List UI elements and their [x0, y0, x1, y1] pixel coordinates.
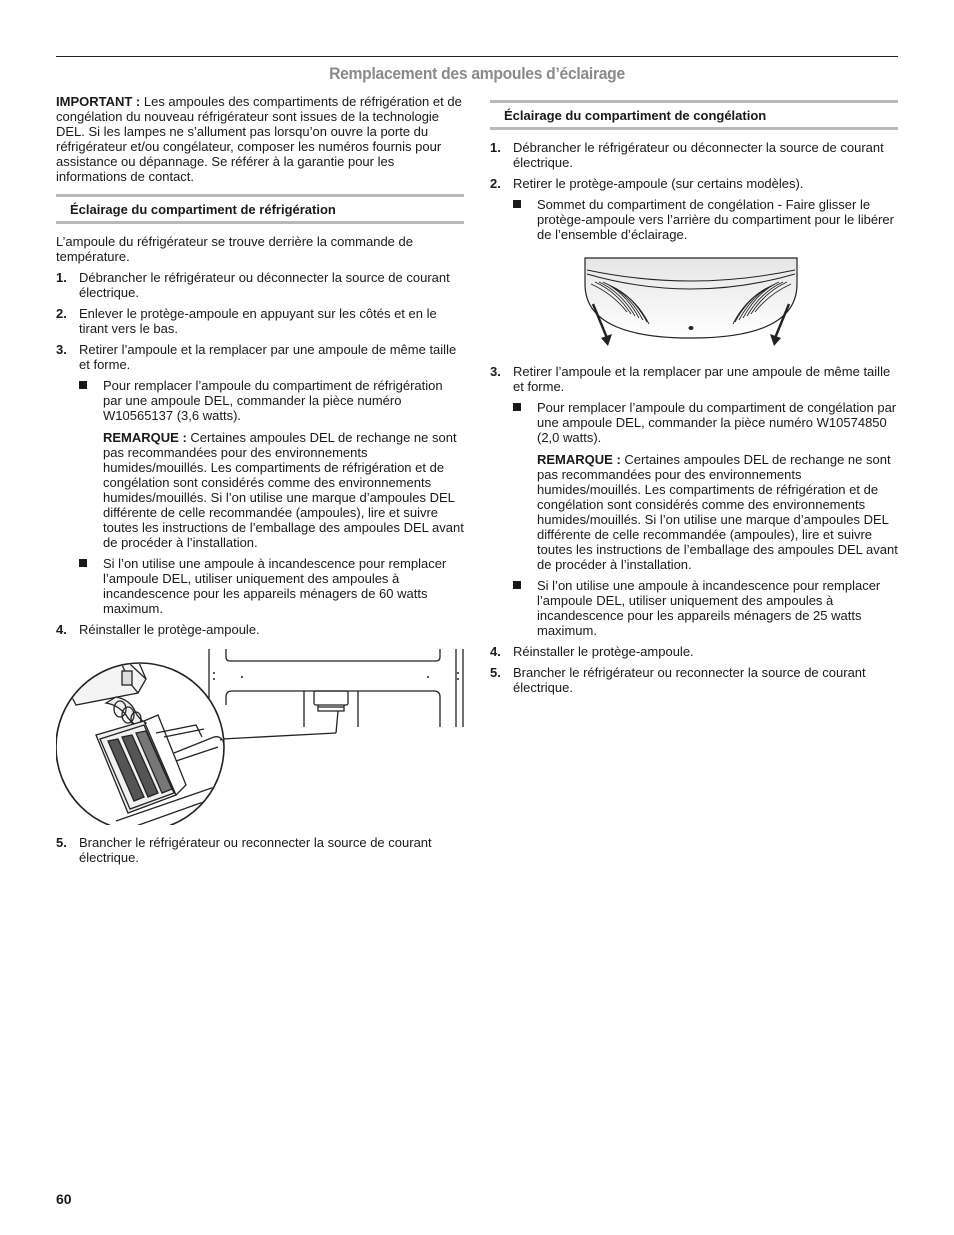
step-number: 3. [56, 342, 67, 357]
bullet-text: Pour remplacer l’ampoule du compartiment de congélation par une ampoule DEL, commander la pièce numéro W10574850 (2,0 watts). [537, 400, 897, 445]
right-column [490, 100, 898, 701]
bullet-text: Si l’on utilise une ampoule à incandescence pour remplacer l’ampoule DEL, utiliser uniquement des ampoules à incandescence pour les appareils ménagers de 60 watts maximum. [103, 556, 447, 616]
note-text: Certaines ampoules DEL de rechange ne sont pas recommandées pour des environnements humides/mouillés. Les compartiments de réfrigération et de congélation sont considérés comme des environnements humides/mouillés. Si l’on utilise une marque d’ampoules DEL différente de celle recommandée (ampoules), lire et suivre toutes les instructions de l’emballage des ampoules DEL avant de procéder à l’installation. [537, 452, 898, 572]
step-text: Réinstaller le protège-ampoule. [79, 622, 260, 637]
important-label: IMPORTANT : [56, 94, 141, 109]
step-item [56, 622, 464, 825]
bullet-item [513, 197, 898, 354]
section-heading-freezer: Éclairage du compartiment de congélation [490, 100, 898, 130]
bullet-text: Sommet du compartiment de congélation - Faire glisser le protège-ampoule vers l’arrière du compartiment pour le libérer de l’ensemble d’éclairage. [537, 197, 894, 242]
section-heading-refrigeration: Éclairage du compartiment de réfrigération [56, 194, 464, 224]
square-bullet-icon [513, 200, 521, 208]
step-item [56, 835, 464, 865]
note-text: Certaines ampoules DEL de rechange ne sont pas recommandées pour des environnements humides/mouillés. Les compartiments de réfrigération et de congélation sont considérés comme des environnements humides/mouillés. Si l’on utilise une marque d’ampoules DEL différente de celle recommandée (ampoules), lire et suivre toutes les instructions de l’emballage des ampoules DEL avant de procéder à l’installation. [103, 430, 464, 550]
bullet-list [513, 400, 898, 638]
page-number: 60 [56, 1191, 72, 1207]
bullet-text: Si l’on utilise une ampoule à incandescence pour remplacer l’ampoule DEL, utiliser uniquement des ampoules à incandescence pour les appareils ménagers de 25 watts maximum. [537, 578, 881, 638]
step-item [56, 342, 464, 616]
square-bullet-icon [79, 381, 87, 389]
refrigeration-intro: L’ampoule du réfrigérateur se trouve derrière la commande de température. [56, 234, 413, 264]
step-item [490, 140, 898, 170]
bullet-list [79, 378, 464, 616]
step-text: Retirer le protège-ampoule (sur certains modèles). [513, 176, 804, 191]
step-item [490, 364, 898, 638]
step-text: Retirer l’ampoule et la remplacer par une ampoule de même taille et forme. [513, 364, 891, 394]
bullet-item [513, 578, 898, 638]
step-number: 5. [490, 665, 501, 680]
step-number: 4. [490, 644, 501, 659]
step-item [56, 270, 464, 300]
step-text: Débrancher le réfrigérateur ou déconnecter la source de courant électrique. [79, 270, 450, 300]
page-title: Remplacement des ampoules d’éclairage [329, 64, 625, 83]
bullet-item [513, 400, 898, 572]
step-text: Enlever le protège-ampoule en appuyant sur les côtés et en le tirant vers le bas. [79, 306, 437, 336]
step-item [490, 176, 898, 354]
step-number: 5. [56, 835, 67, 850]
step-number: 4. [56, 622, 67, 637]
freezer-steps [490, 140, 898, 695]
step-item [490, 665, 898, 695]
step-text: Débrancher le réfrigérateur ou déconnecter la source de courant électrique. [513, 140, 884, 170]
square-bullet-icon [513, 403, 521, 411]
bullet-item [79, 556, 464, 616]
refrigeration-steps [56, 270, 464, 865]
step-item [490, 644, 898, 659]
step-text: Réinstaller le protège-ampoule. [513, 644, 694, 659]
refrigerator-light-illustration [56, 645, 464, 825]
step-text: Brancher le réfrigérateur ou reconnecter la source de courant électrique. [513, 665, 866, 695]
step-number: 3. [490, 364, 501, 379]
freezer-light-cover-illustration [583, 254, 823, 354]
step-number: 2. [56, 306, 67, 321]
bullet-item [79, 378, 464, 550]
note-label: REMARQUE : [103, 430, 187, 445]
left-column [56, 94, 464, 871]
note [103, 430, 464, 550]
square-bullet-icon [79, 559, 87, 567]
step-text: Retirer l’ampoule et la remplacer par une ampoule de même taille et forme. [79, 342, 457, 372]
note [537, 452, 898, 572]
step-text: Brancher le réfrigérateur ou reconnecter la source de courant électrique. [79, 835, 432, 865]
step-number: 1. [56, 270, 67, 285]
bullet-list [513, 197, 898, 354]
top-rule [56, 56, 898, 57]
step-item [56, 306, 464, 336]
important-notice [56, 94, 464, 184]
important-text: Les ampoules des compartiments de réfrigération et de congélation du nouveau réfrigérateur sont issues de la technologie DEL. Si les lampes ne s’allument pas lorsqu’on ouvre la porte du réfrigérateur et/ou congélateur, composer les numéros fournis pour assistance ou dépannage. Se référer à la garantie pour les informations de contact. [56, 94, 462, 184]
bullet-text: Pour remplacer l’ampoule du compartiment de réfrigération par une ampoule DEL, commander la pièce numéro W10565137 (3,6 watts). [103, 378, 443, 423]
step-number: 2. [490, 176, 501, 191]
square-bullet-icon [513, 581, 521, 589]
step-number: 1. [490, 140, 501, 155]
note-label: REMARQUE : [537, 452, 621, 467]
